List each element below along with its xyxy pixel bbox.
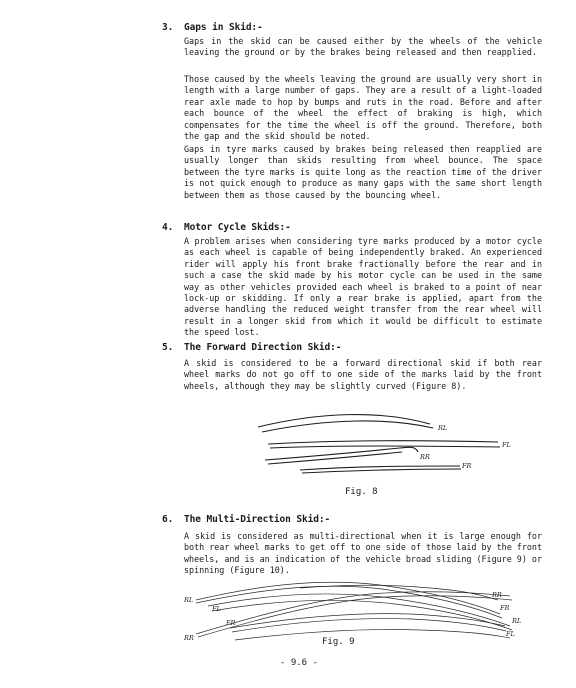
track-curve-1	[196, 582, 500, 614]
section-title: The Multi-Direction Skid:-	[184, 514, 331, 525]
figure-8-caption: Fig. 8	[345, 487, 378, 497]
section-number: 3.	[162, 22, 174, 33]
track-curve-3	[196, 592, 510, 634]
track-curve-5	[235, 629, 510, 640]
section-title: Motor Cycle Skids:-	[184, 222, 291, 233]
section-title: The Forward Direction Skid:-	[184, 342, 342, 353]
label-fr: FR	[462, 462, 472, 470]
section-number: 6.	[162, 514, 174, 525]
label-fr-right: FR	[500, 604, 510, 612]
label-rl-right: RL	[512, 617, 522, 625]
label-fl-left: FL	[212, 605, 221, 613]
paragraph: Gaps in tyre marks caused by brakes being released then reapplied are usually longer than skids resulting from wheel bounce. The space between the tyre marks is quite long as the reaction time of the driver is not quick enough to produce as many gaps with the same short length between them as those caused by the bouncing wheel.	[184, 144, 542, 200]
section-number: 4.	[162, 222, 174, 233]
paragraph: A problem arises when considering tyre marks produced by a motor cycle as each wheel is capable of being independently braked. An experienced rider will apply his front brake fractionally before the rear and in such a case the skid made by his motor cycle can be used in the same way as other vehicles provided each wheel is braked to a point of near lock-up or skidding. If only a rear brake is applied, apart from the adverse handling the reduced weight transfer from the rear wheel will result in a longer skid from which it would be difficult to estimate the speed lost.	[184, 236, 542, 338]
paragraph: Those caused by the wheels leaving the ground are usually very short in length with a large number of gaps. They are a result of a light-loaded rear axle made to hop by bumps and ruts in the road. Before and after each bounce of the wheel the effect of braking is high, which compensates for the time the wheel is off the ground. Therefore, both the gap and the skid should be noted.	[184, 74, 542, 142]
label-rl: RL	[438, 424, 448, 432]
section-number: 5.	[162, 342, 174, 353]
section-title: Gaps in Skid:-	[184, 22, 263, 33]
page-number: - 9.6 -	[280, 658, 318, 668]
figure-9-caption: Fig. 9	[322, 637, 355, 647]
label-rl-left: RL	[184, 596, 194, 604]
label-fl-right: FL	[506, 630, 515, 638]
label-rr-left: RR	[184, 634, 194, 642]
label-fr-left: FR	[226, 619, 236, 627]
label-rr: RR	[420, 453, 430, 461]
label-rr-right: RR	[492, 591, 502, 599]
paragraph: Gaps in the skid can be caused either by the wheels of the vehicle leaving the ground or by the brakes being released and then reapplied.	[184, 36, 542, 58]
label-fl: FL	[502, 441, 511, 449]
track-curve-2b	[212, 600, 512, 630]
paragraph: A skid is considered to be a forward directional skid if both rear wheel marks do not go off to one side of the marks laid by the front wheels, although they may be slightly curved (Figure 8).	[184, 358, 542, 391]
paragraph: A skid is considered as multi-directional when it is large enough for both rear wheel marks to get off to one side of those laid by the front wheels, and is an indication of the vehicle broad sliding (Figure 9) or spinning (Figure 10).	[184, 531, 542, 576]
